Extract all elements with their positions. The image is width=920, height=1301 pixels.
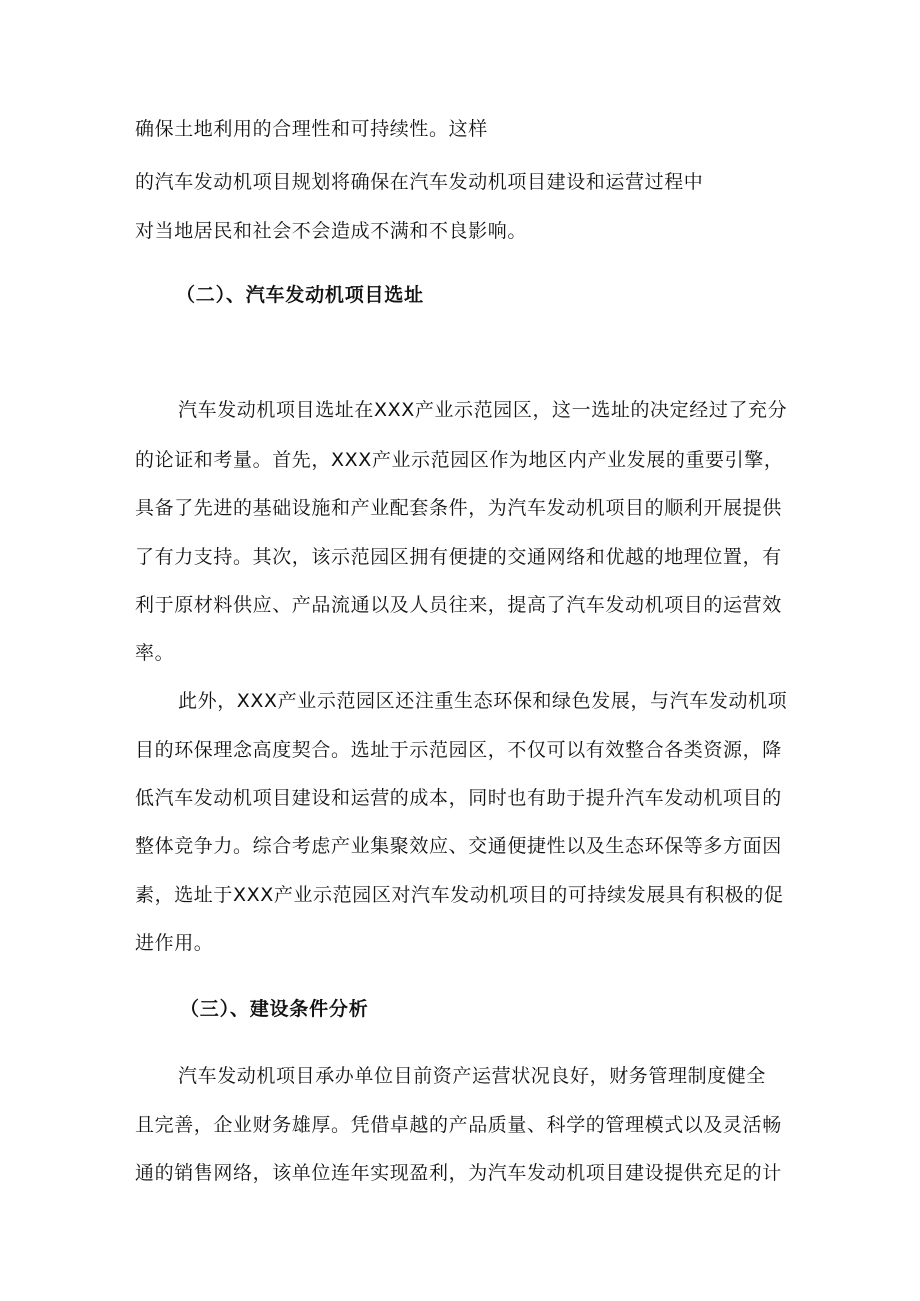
- paragraph-line: 了有力支持。其次，该示范园区拥有便捷的交通网络和优越的地理位置，有: [135, 546, 782, 568]
- intro-line: 对当地居民和社会不会造成不满和不良影响。: [135, 220, 528, 242]
- paragraph-line: 具备了先进的基础设施和产业配套条件，为汽车发动机项目的顺利开展提供: [135, 497, 782, 519]
- paragraph-line: 的论证和考量。首先，XXX产业示范园区作为地区内产业发展的重要引擎，: [135, 449, 784, 471]
- paragraph-line: 目的环保理念高度契合。选址于示范园区，不仅可以有效整合各类资源，降: [135, 739, 782, 761]
- intro-line: 确保土地利用的合理性和可持续性。这样: [135, 118, 488, 140]
- paragraph-line: 低汽车发动机项目建设和运营的成本，同时也有助于提升汽车发动机项目的: [135, 787, 782, 809]
- section-heading-construction-conditions: （三）、建设条件分析: [180, 998, 369, 1020]
- paragraph-line: 利于原材料供应、产品流通以及人员往来，提高了汽车发动机项目的运营效: [135, 594, 782, 616]
- intro-line: 的汽车发动机项目规划将确保在汽车发动机项目建设和运营过程中: [135, 171, 704, 193]
- paragraph-line: 进作用。: [135, 932, 214, 954]
- paragraph-line: 且完善，企业财务雄厚。凭借卓越的产品质量、科学的管理模式以及灵活畅: [135, 1114, 782, 1136]
- paragraph-line: 通的销售网络，该单位连年实现盈利，为汽车发动机项目建设提供充足的计: [135, 1162, 782, 1184]
- paragraph-line: 此外，XXX产业示范园区还注重生态环保和绿色发展，与汽车发动机项: [178, 690, 788, 712]
- paragraph-line: 汽车发动机项目承办单位目前资产运营状况良好，财务管理制度健全: [178, 1065, 767, 1087]
- paragraph-line: 素，选址于XXX产业示范园区对汽车发动机项目的可持续发展具有积极的促: [135, 884, 784, 906]
- paragraph-line: 汽车发动机项目选址在XXX产业示范园区，这一选址的决定经过了充分: [178, 399, 788, 421]
- section-heading-site-selection: （二）、汽车发动机项目选址: [176, 284, 424, 306]
- paragraph-line: 整体竞争力。综合考虑产业集聚效应、交通便捷性以及生态环保等多方面因: [135, 835, 782, 857]
- paragraph-line: 率。: [135, 642, 175, 664]
